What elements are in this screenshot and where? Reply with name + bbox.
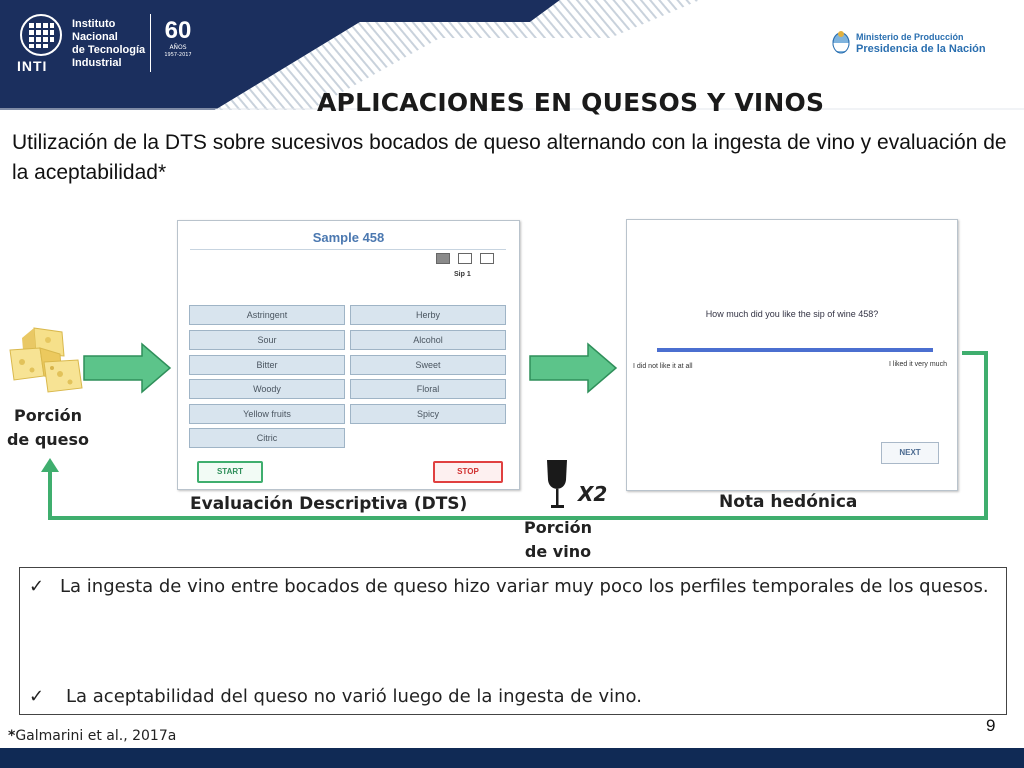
page-number: 9 <box>986 716 996 735</box>
wine-portion-label <box>510 516 606 564</box>
loop-arrowhead-icon <box>41 458 59 472</box>
attribute-button[interactable]: Woody <box>189 379 345 399</box>
footer-bar <box>0 748 1024 768</box>
citation <box>8 728 176 744</box>
arrow-right-icon <box>528 342 620 394</box>
hedonic-window <box>626 219 958 491</box>
sip-label: Sip 1 <box>454 271 471 278</box>
attribute-button[interactable]: Spicy <box>350 404 506 424</box>
wine-glass-icon <box>542 458 572 512</box>
inti-logo-text: INTI <box>17 58 48 74</box>
presidency-name: Presidencia de la Nación <box>856 43 986 55</box>
institute-line: Nacional <box>72 31 118 43</box>
dts-window <box>177 220 520 490</box>
wine-multiplier: X2 <box>578 482 608 506</box>
cheese-label-line: Porción <box>14 406 82 425</box>
check-icon: ✓ <box>29 576 45 597</box>
conclusion-item: La ingesta de vino entre bocados de queso hizo variar muy poco los perfiles temporales de los quesos. <box>60 576 989 597</box>
attribute-button[interactable]: Bitter <box>189 355 345 375</box>
cheese-label-line: de queso <box>6 430 90 449</box>
attribute-button[interactable]: Herby <box>350 305 506 325</box>
sip-indicator <box>480 253 494 264</box>
anniversary-word: AÑOS <box>169 44 187 51</box>
anniversary-years: 1957-2017 <box>164 52 192 58</box>
arrow-right-icon <box>82 342 174 394</box>
dts-caption: Evaluación Descriptiva (DTS) <box>190 494 468 514</box>
citation-text: Galmarini et al., 2017a <box>15 728 177 744</box>
stop-button[interactable]: STOP <box>433 461 503 483</box>
anniversary-number: 60 <box>164 17 192 44</box>
attribute-button[interactable]: Astringent <box>189 305 345 325</box>
hedonic-caption: Nota hedónica <box>719 492 858 512</box>
conclusion-item: La aceptabilidad del queso no varió luego de la ingesta de vino. <box>66 686 642 707</box>
check-icon: ✓ <box>29 686 45 707</box>
institute-line: de Tecnología <box>72 44 146 56</box>
institute-line: Instituto <box>72 18 116 30</box>
wine-label-line: Porción <box>524 518 592 537</box>
attribute-button[interactable]: Sour <box>189 330 345 350</box>
scale-left-anchor: I did not like it at all <box>633 363 693 370</box>
wine-label-line: de vino <box>524 542 592 561</box>
citation-star: * <box>8 728 16 744</box>
hedonic-scale-line[interactable] <box>657 348 933 352</box>
attribute-button[interactable]: Alcohol <box>350 330 506 350</box>
page-title: APLICACIONES EN QUESOS Y VINOS <box>317 88 825 117</box>
cheese-portion-label <box>0 404 96 452</box>
conclusions-box <box>19 567 1007 715</box>
cheese-icon <box>4 324 86 398</box>
attribute-button[interactable]: Yellow fruits <box>189 404 345 424</box>
start-button[interactable]: START <box>197 461 263 483</box>
ministry-name: Ministerio de Producción <box>856 32 964 42</box>
page-subtitle: Utilización de la DTS sobre sucesivos bocados de queso alternando con la ingesta de vino y evaluación de la aceptabilidad* <box>12 131 1007 184</box>
sample-title-underline <box>190 249 506 250</box>
sip-indicator <box>436 253 450 264</box>
next-button[interactable]: NEXT <box>881 442 939 464</box>
hedonic-question: How much did you like the sip of wine 458? <box>705 309 879 319</box>
attribute-button[interactable]: Citric <box>189 428 345 448</box>
attribute-button[interactable]: Floral <box>350 379 506 399</box>
attribute-button[interactable]: Sweet <box>350 355 506 375</box>
institute-line: Industrial <box>72 57 122 69</box>
sip-indicator <box>458 253 472 264</box>
sample-title: Sample 458 <box>312 230 385 245</box>
scale-right-anchor: I liked it very much <box>889 361 947 368</box>
